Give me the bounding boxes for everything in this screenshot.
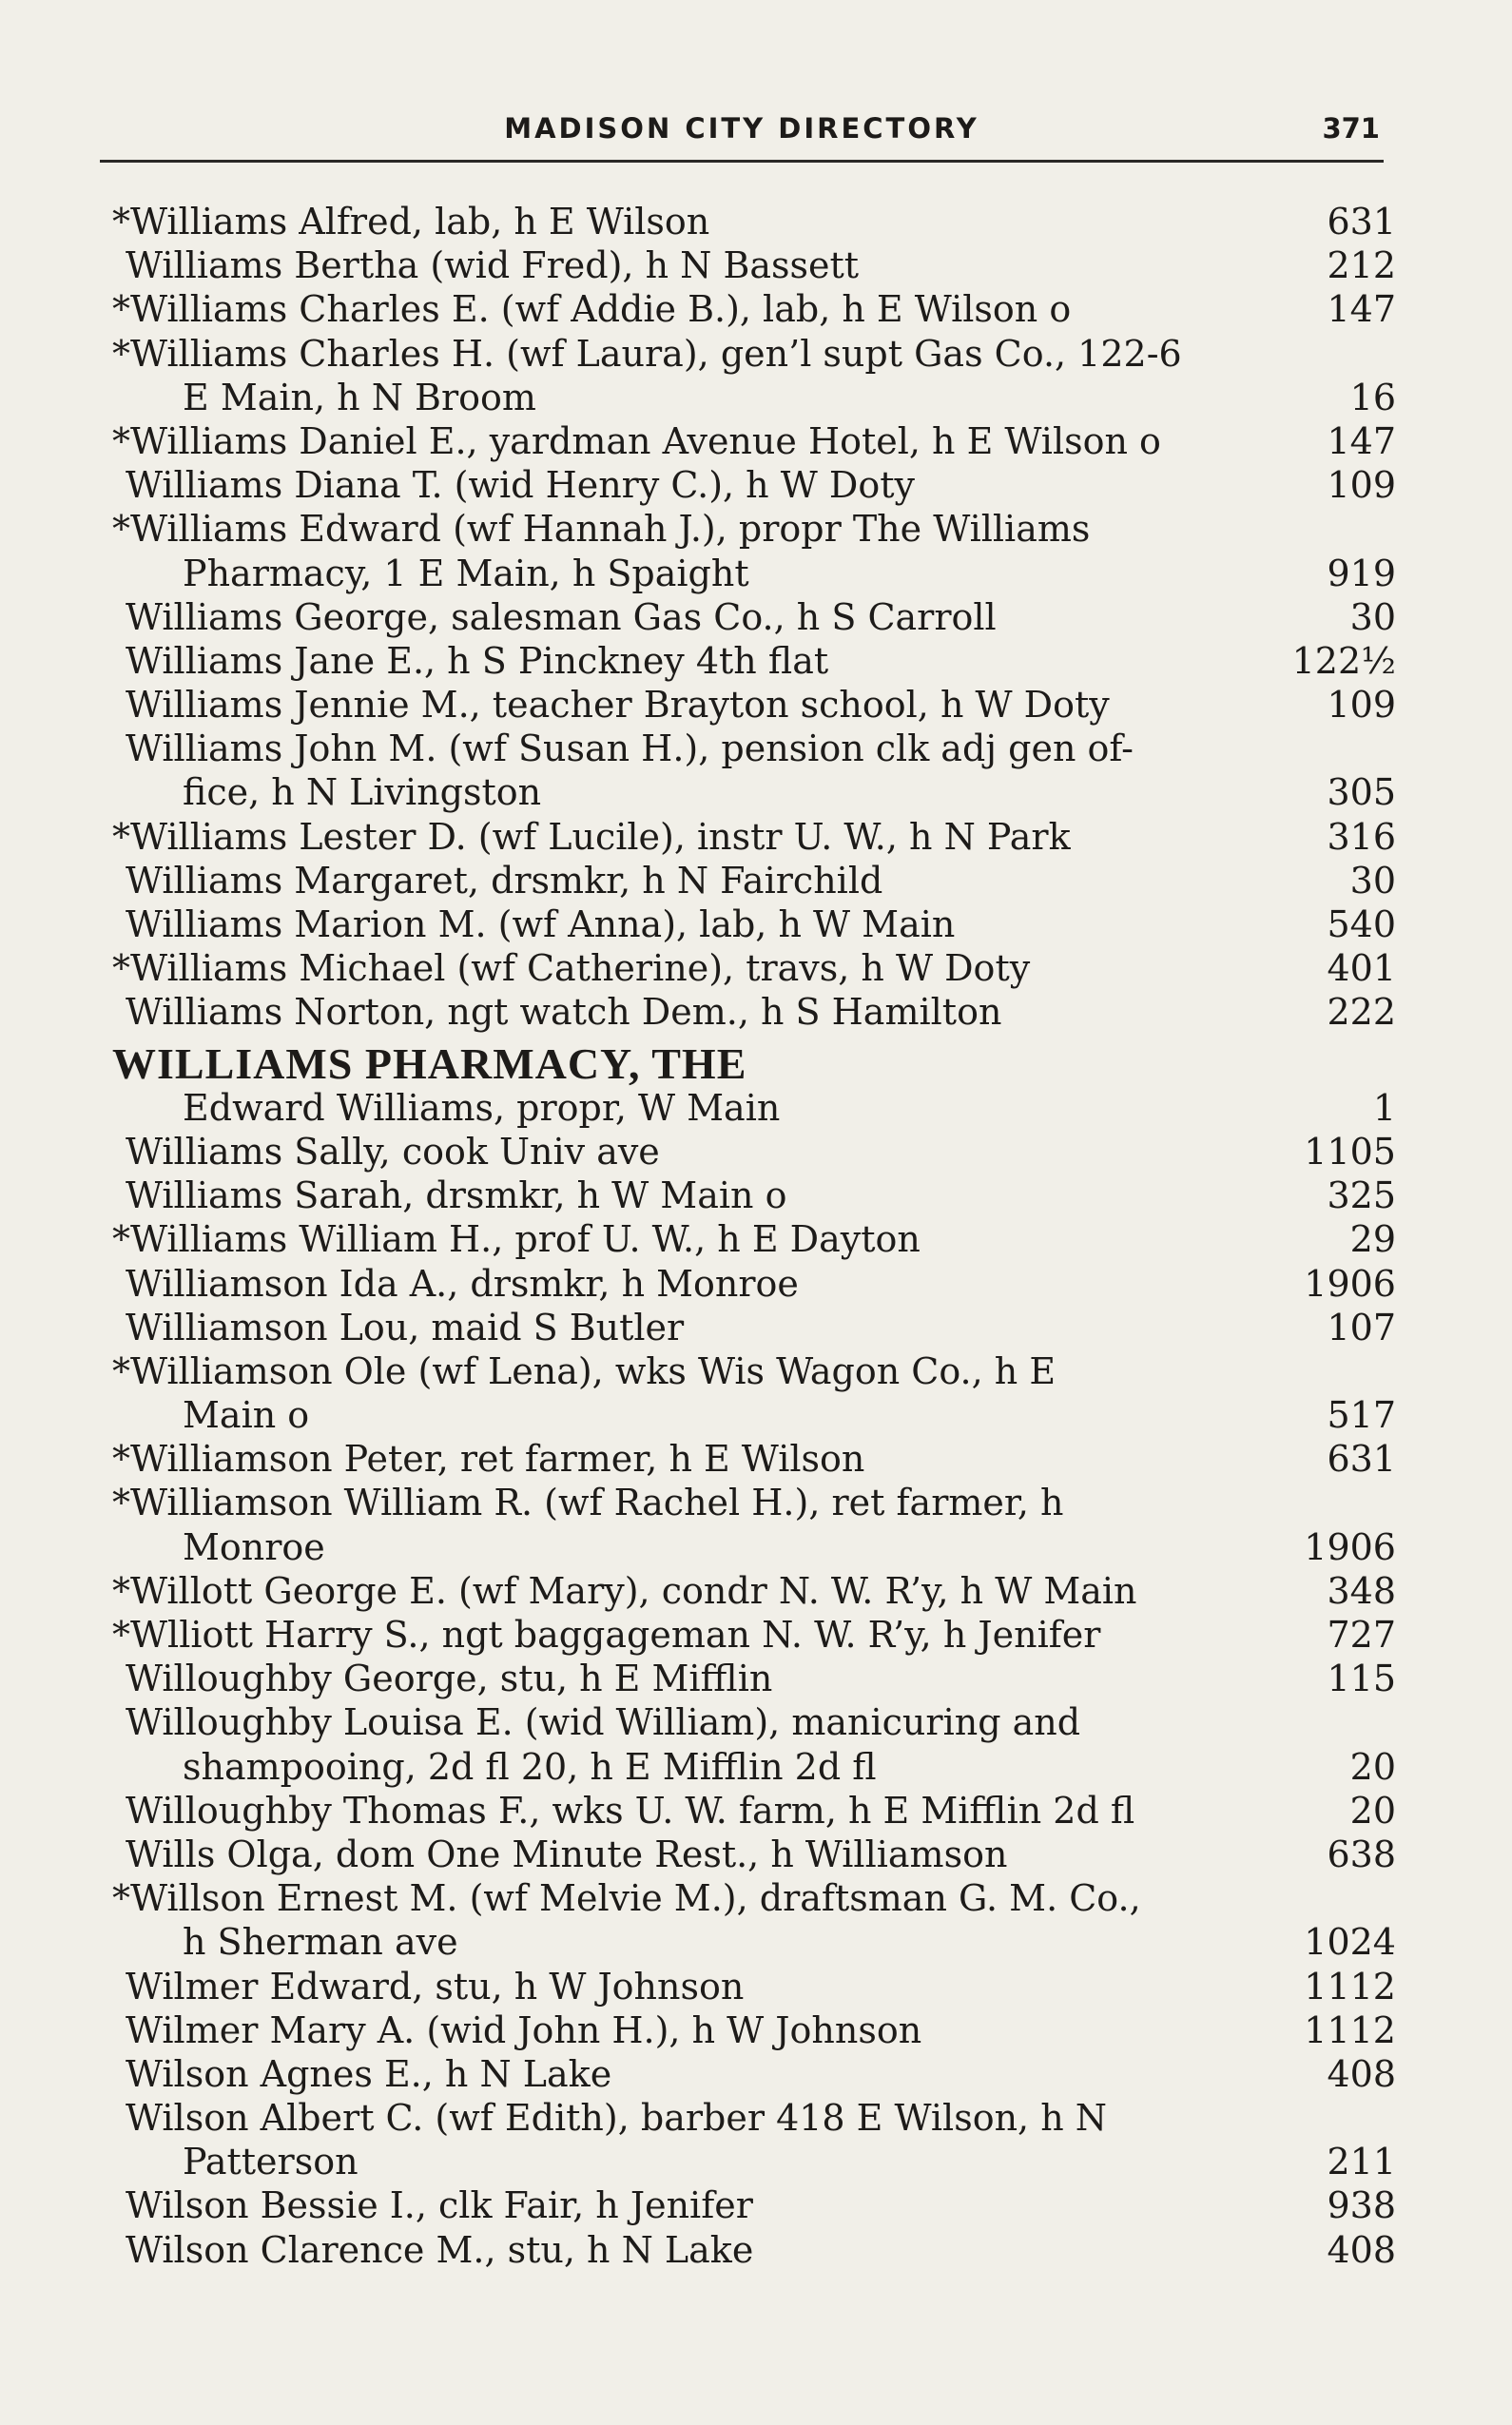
entry-continuation xyxy=(112,2140,1396,2183)
directory-entry xyxy=(112,332,1396,376)
directory-entry xyxy=(112,463,1396,507)
entry-text: Wilson Bessie I., clk Fair, h Jenifer xyxy=(126,2184,753,2227)
directory-entry xyxy=(112,1965,1396,2008)
directory-entry xyxy=(112,1130,1396,1174)
directory-entry xyxy=(112,419,1396,463)
directory-entry xyxy=(112,2008,1396,2052)
entry-text: Pharmacy, 1 E Main, h Spaight xyxy=(183,552,749,594)
directory-listing xyxy=(112,200,1396,2272)
directory-entry xyxy=(112,1174,1396,1217)
directory-entry xyxy=(112,595,1396,639)
directory-entry xyxy=(112,639,1396,683)
entry-address-number: 30 xyxy=(1349,859,1396,902)
directory-entry xyxy=(112,1569,1396,1613)
entry-continuation xyxy=(112,1086,1396,1130)
section-heading xyxy=(112,1038,1396,1088)
directory-entry xyxy=(112,990,1396,1034)
entry-address-number: 408 xyxy=(1327,2052,1396,2095)
entry-text: *Williams Lester D. (wf Lucile), instr U. W., h N Park xyxy=(112,815,1071,858)
entry-continuation xyxy=(112,1525,1396,1569)
entry-address-number: 109 xyxy=(1327,464,1396,507)
entry-text: Main o xyxy=(183,1394,310,1437)
directory-entry xyxy=(112,1217,1396,1261)
entry-text: *Willott George E. (wf Mary), condr N. W. R’y, h W Main xyxy=(112,1569,1137,1612)
page-header xyxy=(100,103,1384,163)
entry-address-number: 29 xyxy=(1349,1218,1396,1261)
entry-address-number: 1105 xyxy=(1304,1130,1396,1173)
entry-text: *Williams Daniel E., yardman Avenue Hotel, h E Wilson o xyxy=(112,419,1161,462)
entry-address-number: 1112 xyxy=(1304,2008,1396,2051)
entry-text: Williams Bertha (wid Fred), h N Bassett xyxy=(126,244,860,287)
entry-text: fice, h N Livingston xyxy=(183,771,542,814)
directory-entry xyxy=(112,2052,1396,2096)
entry-text: *Williams Charles E. (wf Addie B.), lab, h E Wilson o xyxy=(112,288,1072,331)
entry-text: h Sherman ave xyxy=(183,1921,458,1964)
entry-address-number: 115 xyxy=(1327,1658,1396,1700)
entry-address-number: 212 xyxy=(1327,244,1396,287)
entry-address-number: 211 xyxy=(1327,2141,1396,2183)
entry-continuation xyxy=(112,552,1396,595)
entry-text: shampooing, 2d fl 20, h E Mifflin 2d fl xyxy=(183,1745,877,1788)
entry-text: Williams Jennie M., teacher Brayton school, h W Doty xyxy=(126,684,1110,727)
entry-text: Monroe xyxy=(183,1525,325,1568)
directory-entry xyxy=(112,902,1396,946)
entry-text: Willoughby Louisa E. (wid William), manicuring and xyxy=(126,1701,1081,1744)
directory-entry xyxy=(112,243,1396,287)
entry-address-number: 631 xyxy=(1327,1438,1396,1481)
entry-text: Willoughby Thomas F., wks U. W. farm, h E Mifflin 2d fl xyxy=(126,1789,1135,1832)
entry-text: Williams John M. (wf Susan H.), pension clk adj gen of- xyxy=(126,728,1134,770)
entry-text: Edward Williams, propr, W Main xyxy=(183,1086,781,1129)
directory-entry xyxy=(112,1306,1396,1349)
entry-address-number: 727 xyxy=(1327,1614,1396,1656)
entry-text: Williams Norton, ngt watch Dem., h S Hamilton xyxy=(126,991,1002,1034)
entry-text: Williams Diana T. (wid Henry C.), h W Doty xyxy=(126,464,915,507)
entry-address-number: 631 xyxy=(1327,201,1396,242)
entry-address-number: 147 xyxy=(1327,419,1396,462)
entry-text: Williams Sarah, drsmkr, h W Main o xyxy=(126,1174,787,1217)
entry-address-number: 408 xyxy=(1327,2228,1396,2271)
entry-text: Williams Sally, cook Univ ave xyxy=(126,1130,660,1173)
directory-entry xyxy=(112,1437,1396,1481)
entry-text: *Williams Michael (wf Catherine), travs, h W Doty xyxy=(112,947,1031,990)
entry-address-number: 20 xyxy=(1349,1789,1396,1832)
directory-entry xyxy=(112,287,1396,331)
directory-entry xyxy=(112,815,1396,859)
entry-address-number: 16 xyxy=(1349,376,1396,418)
entry-text: *Williamson William R. (wf Rachel H.), ret farmer, h xyxy=(112,1482,1064,1524)
directory-entry xyxy=(112,507,1396,551)
entry-text: *Williams Charles H. (wf Laura), gen’l supt Gas Co., 122-6 xyxy=(112,332,1182,375)
entry-address-number: 30 xyxy=(1349,595,1396,638)
entry-text: Williamson Ida A., drsmkr, h Monroe xyxy=(126,1262,799,1305)
entry-text: Wilson Agnes E., h N Lake xyxy=(126,2052,612,2095)
entry-address-number: 325 xyxy=(1327,1174,1396,1217)
directory-entry xyxy=(112,1876,1396,1920)
directory-entry xyxy=(112,200,1396,243)
entry-address-number: 107 xyxy=(1327,1306,1396,1348)
entry-text: Williams Jane E., h S Pinckney 4th flat xyxy=(126,639,829,682)
entry-address-number: 1112 xyxy=(1304,1965,1396,2008)
entry-address-number: 1906 xyxy=(1304,1525,1396,1568)
directory-entry xyxy=(112,1613,1396,1657)
entry-continuation xyxy=(112,770,1396,814)
directory-entry xyxy=(112,946,1396,990)
entry-text: *Williams Alfred, lab, h E Wilson xyxy=(112,201,710,242)
directory-entry xyxy=(112,1789,1396,1833)
entry-text: *Williams William H., prof U. W., h E Dayton xyxy=(112,1218,921,1261)
directory-entry xyxy=(112,2228,1396,2272)
directory-entry xyxy=(112,1833,1396,1876)
entry-text: *Willson Ernest M. (wf Melvie M.), draftsman G. M. Co., xyxy=(112,1877,1141,1920)
entry-text: Williamson Lou, maid S Butler xyxy=(126,1306,685,1348)
entry-address-number: 122½ xyxy=(1291,639,1396,682)
entry-text: Patterson xyxy=(183,2141,359,2183)
entry-address-number: 222 xyxy=(1327,991,1396,1034)
entry-text: Wilmer Mary A. (wid John H.), h W Johnson xyxy=(126,2008,922,2051)
entry-continuation xyxy=(112,1745,1396,1789)
entry-text: Williams Margaret, drsmkr, h N Fairchild xyxy=(126,859,883,902)
directory-entry xyxy=(112,1700,1396,1744)
page-title: MADISON CITY DIRECTORY xyxy=(504,112,979,145)
directory-entry xyxy=(112,1262,1396,1306)
entry-address-number: 540 xyxy=(1327,903,1396,945)
directory-entry xyxy=(112,727,1396,770)
entry-address-number: 638 xyxy=(1327,1833,1396,1875)
entry-continuation xyxy=(112,1393,1396,1437)
entry-address-number: 938 xyxy=(1327,2184,1396,2227)
directory-entry xyxy=(112,859,1396,902)
entry-address-number: 517 xyxy=(1327,1394,1396,1437)
directory-entry xyxy=(112,1481,1396,1524)
directory-entry xyxy=(112,2183,1396,2227)
directory-entry xyxy=(112,1657,1396,1700)
entry-text: E Main, h N Broom xyxy=(183,376,536,418)
entry-continuation xyxy=(112,1920,1396,1964)
entry-text: Wilmer Edward, stu, h W Johnson xyxy=(126,1965,745,2008)
entry-text: WILLIAMS PHARMACY, THE xyxy=(112,1038,747,1088)
entry-address-number: 348 xyxy=(1327,1569,1396,1612)
entry-address-number: 109 xyxy=(1327,684,1396,727)
entry-address-number: 919 xyxy=(1327,552,1396,594)
entry-address-number: 1 xyxy=(1372,1086,1396,1129)
entry-text: *Williams Edward (wf Hannah J.), propr The Williams xyxy=(112,508,1091,551)
entry-text: *Williamson Peter, ret farmer, h E Wilson xyxy=(112,1438,865,1481)
directory-entry xyxy=(112,683,1396,727)
entry-text: Williams George, salesman Gas Co., h S Carroll xyxy=(126,595,997,638)
entry-address-number: 401 xyxy=(1327,947,1396,990)
entry-address-number: 147 xyxy=(1327,288,1396,331)
entry-text: Wilson Albert C. (wf Edith), barber 418 E Wilson, h N xyxy=(126,2097,1108,2140)
entry-address-number: 1024 xyxy=(1304,1921,1396,1964)
entry-address-number: 316 xyxy=(1327,815,1396,858)
entry-continuation xyxy=(112,376,1396,419)
page-number: 371 xyxy=(1322,112,1380,145)
entry-text: Willoughby George, stu, h E Mifflin xyxy=(126,1658,773,1700)
entry-text: *Wlliott Harry S., ngt baggageman N. W. R’y, h Jenifer xyxy=(112,1614,1101,1656)
entry-text: Wills Olga, dom One Minute Rest., h Williamson xyxy=(126,1833,1008,1875)
entry-address-number: 20 xyxy=(1349,1745,1396,1788)
entry-text: *Williamson Ole (wf Lena), wks Wis Wagon Co., h E xyxy=(112,1349,1056,1392)
directory-entry xyxy=(112,1349,1396,1393)
entry-text: Wilson Clarence M., stu, h N Lake xyxy=(126,2228,754,2271)
entry-text: Williams Marion M. (wf Anna), lab, h W Main xyxy=(126,903,956,945)
entry-address-number: 305 xyxy=(1327,771,1396,814)
entry-address-number: 1906 xyxy=(1304,1262,1396,1305)
directory-entry xyxy=(112,2096,1396,2140)
